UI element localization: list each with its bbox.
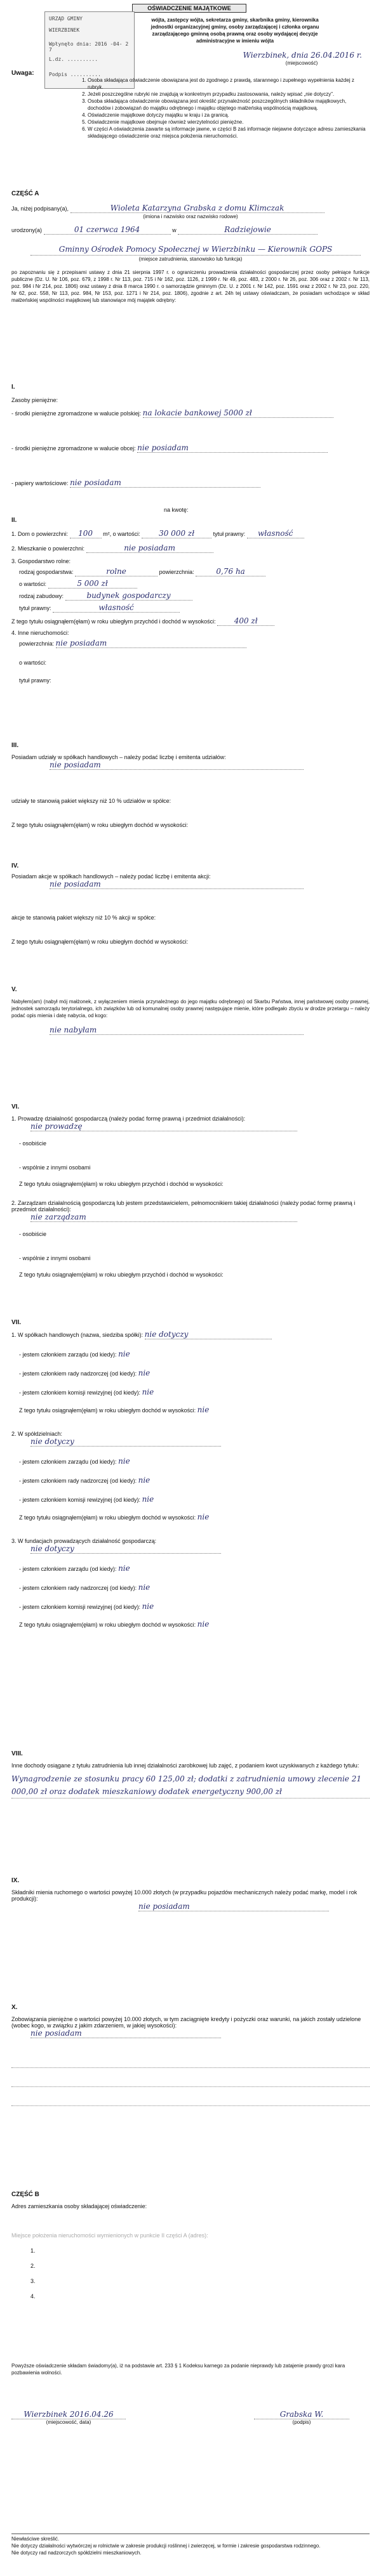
coops-board: - jestem członkiem zarządu (od kiedy):: [19, 1459, 117, 1465]
workplace: Gminny Ośrodek Pomocy Społecznej w Wierzbinku — Kierownik GOPS: [30, 244, 361, 256]
footer-place-date: [11, 2410, 126, 2425]
birth-date: 01 czerwca 1964: [44, 225, 171, 235]
legal-statement: po zapoznaniu się z przepisami ustawy z dnia 21 sierpnia 1997 r. o ograniczeniu prowadzenia działalności gospodarczej przez osoby pełniące funkcje publiczne (Dz. U. Nr 106, poz. 679, z 1998 r. Nr 113, poz. 715 i Nr 162, poz. 1126, z 1999 r. Nr 49, poz. 483, z 2000 r. Nr 26, poz. 306 oraz z 2002 r. Nr 113, poz. 984 i Nr 214, poz. 1806) oraz ustawy z dnia 8 marca 1990 r. o samorządzie gminnym (Dz. U. z 2001 r. Nr 142, poz. 1591 oraz z 2002 r. Nr 23, poz. 220, Nr 62, poz. 558, Nr 113, poz. 984, Nr 153, poz. 1271 i Nr 214, poz. 1806), zgodnie z art. 24h tej ustawy oświadczam, że posiadam wchodzące w skład małżeńskiej wspólności majątkowej lub stanowiące mój majątek odrębny:: [11, 270, 370, 303]
foundations-audit-value: nie: [142, 1602, 154, 1611]
movables-text: Składniki mienia ruchomego o wartości powyżej 10.000 złotych (w przypadku pojazdów mechanicznych należy podać markę, model i rok produkcji):: [11, 1889, 358, 1902]
property-location-label: Miejsce położenia nieruchomości wymienionych w punkcie II części A (adres):: [11, 2232, 208, 2239]
manage-personal: - osobiście: [19, 1231, 47, 1237]
footnote-item: Nie dotyczy rad nadzorczych spółdzielni mieszkaniowych.: [11, 2550, 142, 2556]
manage-value: nie zarządzam: [30, 1213, 297, 1222]
footer-place-date-caption: (miejscowość, data): [11, 2419, 126, 2425]
farm-value-label: o wartości:: [19, 581, 47, 587]
address-label: Adres zamieszkania osoby składającej oświadczenie:: [11, 2203, 147, 2209]
location-number: 2.: [30, 2263, 36, 2269]
manage-text: 2. Zarządzam działalnością gospodarczą lub jestem przedstawicielem, pełnomocnikiem takiej działalności (należy podać formę prawną i przedmiot działalności):: [11, 1200, 356, 1213]
stocks-income: Z tego tytułu osiągnąłem(ęłam) w roku ubiegłym dochód w wysokości:: [11, 939, 189, 945]
footnote-label: Niewłaściwe skreślić.: [11, 2536, 60, 2542]
note-item: 2. Jeżeli poszczególne rubryki nie znajdują w konkretnym przypadku zastosowania, należy wpisać „nie dotyczy”.: [88, 91, 367, 98]
foundations-audit: - jestem członkiem komisji rewizyjnej (od kiedy):: [19, 1604, 141, 1610]
house-value: 30 000 zł: [142, 529, 211, 538]
other-income-value: Wynagrodzenie ze stosunku pracy 60 125,00 zł; dodatki z zatrudnienia umowy zlecenie 21 000,00 zł oraz dodatek mieszkaniowy dodatek energetyczny 900,00 zł: [11, 1773, 370, 1799]
pln-label: - środki pieniężne zgromadzone w walucie polskiej:: [11, 410, 142, 417]
companies-audit-value: nie: [142, 1388, 154, 1396]
section-6: [11, 1103, 370, 1278]
section-4: [11, 862, 370, 945]
footer-place-date-value: Wierzbinek 2016.04.26: [23, 2410, 114, 2419]
section-7-label: VII.: [11, 1319, 22, 1326]
companies-text: 1. W spółkach handlowych (nazwa, siedziba spółki):: [11, 1332, 144, 1338]
section-8-label: VIII.: [11, 1750, 23, 1757]
perjury-statement: Powyższe oświadczenie składam świadomy(a), iż na podstawie art. 233 § 1 Kodeksu karnego za podanie nieprawdy lub zatajenie prawdy grozi kara pozbawienia wolności.: [11, 2363, 345, 2376]
farm-title-label: tytuł prawny:: [19, 605, 51, 611]
flat-label: 2. Mieszkanie o powierzchni:: [11, 545, 85, 552]
other-value-label: o wartości:: [19, 660, 47, 666]
farm-area: 0,76 ha: [196, 567, 265, 576]
ja-label: Ja, niżej podpisany(a),: [11, 205, 69, 212]
business-joint: - wspólnie z innymi osobami: [19, 1164, 91, 1171]
manage-income: Z tego tytułu osiągnąłem(ęłam) w roku ubiegłym przychód i dochód w wysokości:: [19, 1272, 224, 1278]
section-9: [11, 1877, 370, 1911]
section-10: [11, 2004, 370, 2038]
flat-value: nie posiadam: [86, 543, 213, 553]
foundations-income: Z tego tytułu osiągnąłem(ęłam) w roku ubiegłym dochód w wysokości:: [19, 1622, 196, 1628]
other-property-value: nie posiadam: [56, 639, 246, 648]
farm-title: własność: [53, 603, 180, 613]
footnote-item: Nie dotyczy działalności wytwórczej w rolnictwie w zakresie produkcji roślinnej i zwierzęcej, w formie i zakresie gospodarstwa rodzinnego.: [11, 2543, 321, 2549]
signature-caption: (podpis): [254, 2419, 349, 2425]
house-label: 1. Dom o powierzchni:: [11, 531, 69, 537]
farm-type: rolne: [75, 567, 157, 576]
part-b-label: CZĘŚĆ B: [11, 2191, 39, 2198]
coops-income: Z tego tytułu osiągnąłem(ęłam) w roku ubiegłym dochód w wysokości:: [19, 1514, 196, 1521]
location-number: 1.: [30, 2247, 36, 2254]
foreign-label: - środki pieniężne zgromadzone w walucie obcej:: [11, 445, 136, 452]
stamp-line: URZĄD GMINY: [49, 16, 83, 22]
born-label: urodzony(a): [11, 227, 43, 233]
section-6-label: VI.: [11, 1103, 20, 1110]
coops-audit-value: nie: [142, 1495, 154, 1504]
companies-supervisory: - jestem członkiem rady nadzorczej (od kiedy):: [19, 1370, 137, 1377]
farm-type-label: rodzaj gospodarstwa:: [19, 569, 74, 575]
shares-stake: udziały te stanowią pakiet większy niż 10 % udziałów w spółce:: [11, 798, 171, 804]
coops-board-value: nie: [118, 1457, 130, 1466]
pln-value: na lokacie bankowej 5000 zł: [143, 408, 333, 418]
shares-income: Z tego tytułu osiągnąłem(ęłam) w roku ubiegłym dochód w wysokości:: [11, 822, 189, 828]
farm-value: 5 000 zł: [48, 579, 137, 589]
part-a-label: CZĘŚĆ A: [11, 190, 39, 197]
farm-building-label: rodzaj zabudowy:: [19, 593, 64, 599]
coops-value: nie dotyczy: [30, 1437, 221, 1447]
house-title-label: tytuł prawny:: [213, 531, 246, 537]
stamp-line: Wpłynęło dnia: 2016 -04- 2 7: [49, 41, 129, 53]
footnotes: [11, 2534, 370, 2556]
document-title: OŚWIADCZENIE MAJĄTKOWE: [132, 4, 246, 13]
intro-text: wójta, zastępcy wójta, sekretarza gminy, skarbnika gminy, kierownika jednostki organizacyjnej gminy, osoby zarządzającej i członka organu zarządzającego gminną osobą prawną oraz osoby wydającej decyzje administracyjne w imieniu wójta: [150, 17, 319, 44]
blank-line: [11, 2105, 370, 2106]
companies-board-value: nie: [118, 1350, 130, 1358]
notes-block: [11, 70, 370, 140]
shares-value: nie posiadam: [50, 760, 304, 770]
section-7: [11, 1319, 370, 1629]
declarant-name: Wioleta Katarzyna Grabska z domu Klimczak: [70, 204, 324, 213]
footer-signature: [254, 2410, 349, 2425]
house-value-label: m², o wartości:: [103, 531, 140, 537]
foundations-income-value: nie: [197, 1620, 210, 1629]
shares-text: Posiadam udziały w spółkach handlowych – należy podać liczbę i emitenta udziałów:: [11, 754, 226, 760]
coops-supervisory-value: nie: [138, 1476, 150, 1485]
farm-label: 3. Gospodarstwo rolne:: [11, 558, 71, 564]
section-2-label: II.: [11, 517, 17, 524]
other-income-text: Inne dochody osiągane z tytułu zatrudnienia lub innej działalności zarobkowej lub zajęć, z podaniem kwot uzyskiwanych z każdego tytułu:: [11, 1762, 359, 1769]
amount-label: na kwotę:: [164, 507, 189, 513]
stocks-text: Posiadam akcje w spółkach handlowych – należy podać liczbę i emitenta akcji:: [11, 873, 211, 880]
coops-income-value: nie: [197, 1512, 210, 1521]
foundations-value: nie dotyczy: [30, 1544, 221, 1554]
section-1-label: I.: [11, 384, 15, 391]
securities-label: - papiery wartościowe:: [11, 480, 69, 486]
section-10-label: X.: [11, 2004, 18, 2011]
business-value: nie prowadzę: [30, 1122, 297, 1131]
part-a: [11, 190, 370, 304]
other-area-label: powierzchnia:: [19, 641, 55, 647]
foreign-value: nie posiadam: [137, 443, 328, 453]
place-date-value: Wierzbinek, dnia 26.04.2016 r.: [243, 51, 362, 60]
section-2: [11, 517, 370, 684]
liabilities-value: nie posiadam: [30, 2029, 221, 2038]
place-date-caption: (miejscowość): [285, 60, 318, 66]
stocks-value: nie posiadam: [50, 880, 304, 889]
foundations-supervisory-value: nie: [138, 1583, 150, 1592]
section-5: [11, 986, 370, 1035]
liabilities-text: Zobowiązania pieniężne o wartości powyżej 10.000 złotych, w tym zaciągnięte kredyty i pożyczki oraz warunki, na jakich zostały udzielone (wobec kogo, w związku z jakim zdarzeniem, w jakiej wysokości):: [11, 2016, 361, 2029]
blank-line: [11, 2086, 370, 2087]
business-income: Z tego tytułu osiągnąłem(ęłam) w roku ubiegłym przychód i dochód w wysokości:: [19, 1181, 224, 1187]
part-b: [11, 2191, 370, 2300]
securities-value: nie posiadam: [70, 478, 260, 488]
note-item: 1. Osoba składająca oświadczenie obowiązana jest do zgodnego z prawdą, starannego i zupełnego wypełnienia każdej z rubryk.: [88, 77, 367, 91]
foundations-text: 3. W fundacjach prowadzących działalność gospodarczą:: [11, 1538, 157, 1544]
acquired-text: Nabyłem(am) (nabył mój małżonek, z wyłączeniem mienia przynależnego do jego majątku odrębnego) od Skarbu Państwa, innej państwowej osoby prawnej, jednostek samorządu terytorialnego, ich związków lub od komunalnej osoby prawnej następujące mienie, które podlegało zbyciu w drodze przetargu – należy podać opis mienia i datę nabycia, od kogo:: [11, 999, 370, 1018]
manage-joint: - wspólnie z innymi osobami: [19, 1255, 91, 1261]
note-item: 4. Oświadczenie majątkowe dotyczy majątku w kraju i za granicą.: [88, 112, 367, 119]
foundations-board: - jestem członkiem zarządu (od kiedy):: [19, 1566, 117, 1572]
farm-area-label: powierzchnia:: [159, 569, 194, 575]
note-item: 3. Osoba składająca oświadczenie obowiązana jest określić przynależność poszczególnych składników majątkowych, dochodów i zobowiązań do majątku odrębnego i majątku objętego małżeńską wspólnością majątkową.: [88, 98, 367, 112]
section-8: [11, 1750, 370, 1799]
section-3-label: III.: [11, 742, 19, 749]
notes-label: Uwaga:: [11, 70, 34, 77]
farm-income-label: Z tego tytułu osiągnąłem(ęłam) w roku ubiegłym przychód i dochód w wysokości:: [11, 618, 216, 625]
companies-value: nie dotyczy: [145, 1330, 272, 1339]
section-3: [11, 742, 370, 828]
blank-line: [11, 2067, 370, 2068]
note-item: 5. Oświadczenie majątkowe obejmuje również wierzytelności pieniężne.: [88, 119, 367, 126]
other-property-label: 4. Inne nieruchomości:: [11, 630, 69, 636]
companies-income: Z tego tytułu osiągnąłem(ęłam) w roku ubiegłym dochód w wysokości:: [19, 1407, 196, 1414]
cash-label: Zasoby pieniężne:: [11, 397, 58, 403]
companies-income-value: nie: [197, 1405, 210, 1414]
section-9-label: IX.: [11, 1877, 20, 1884]
stocks-stake: akcje te stanowią pakiet większy niż 10 % akcji w spółce:: [11, 914, 156, 921]
section-4-label: IV.: [11, 862, 19, 869]
section-5-label: V.: [11, 986, 17, 993]
coops-audit: - jestem członkiem komisji rewizyjnej (od kiedy):: [19, 1497, 141, 1503]
stamp-line: L.dz. ..........: [49, 56, 98, 62]
companies-supervisory-value: nie: [138, 1369, 150, 1377]
house-area: 100: [70, 529, 102, 538]
farm-income: 400 zł: [217, 616, 274, 626]
movables-value: nie posiadam: [138, 1902, 329, 1911]
business-text: 1. Prowadzę działalność gospodarczą (należy podać formę prawną i przedmiot działalności):: [11, 1116, 246, 1122]
house-title: własność: [247, 529, 304, 538]
coops-supervisory: - jestem członkiem rady nadzorczej (od kiedy):: [19, 1478, 137, 1484]
birth-place: Radziejowie: [178, 225, 318, 235]
coops-text: 2. W spółdzielniach:: [11, 1431, 63, 1437]
born-place-label: w: [172, 227, 177, 233]
place-date: [241, 51, 362, 67]
note-item: 6. W części A oświadczenia zawarte są informacje jawne, w części B zaś informacje niejawne dotyczące adresu zamieszkania składającego oświadczenie oraz miejsca położenia nieruchomości.: [88, 126, 367, 140]
location-number: 4.: [30, 2293, 36, 2300]
companies-board: - jestem członkiem zarządu (od kiedy):: [19, 1351, 117, 1358]
location-number: 3.: [30, 2278, 36, 2284]
business-personal: - osobiście: [19, 1140, 47, 1147]
foundations-board-value: nie: [118, 1564, 130, 1573]
workplace-caption: (miejsce zatrudnienia, stanowisko lub funkcja): [138, 256, 243, 262]
section-1: [11, 384, 370, 513]
stamp-line: Podpis ..........: [49, 72, 101, 77]
other-title-label: tytuł prawny:: [19, 677, 51, 684]
companies-audit: - jestem członkiem komisji rewizyjnej (od kiedy):: [19, 1389, 141, 1396]
signature-value: Grabska W.: [279, 2410, 324, 2419]
name-caption: (imiona i nazwisko oraz nazwisko rodowe): [143, 214, 238, 219]
foundations-supervisory: - jestem członkiem rady nadzorczej (od kiedy):: [19, 1585, 137, 1591]
farm-building: budynek gospodarczy: [65, 591, 192, 601]
stamp-line: WIERZBINEK: [49, 27, 80, 33]
acquired-value: nie nabyłam: [50, 1025, 304, 1035]
